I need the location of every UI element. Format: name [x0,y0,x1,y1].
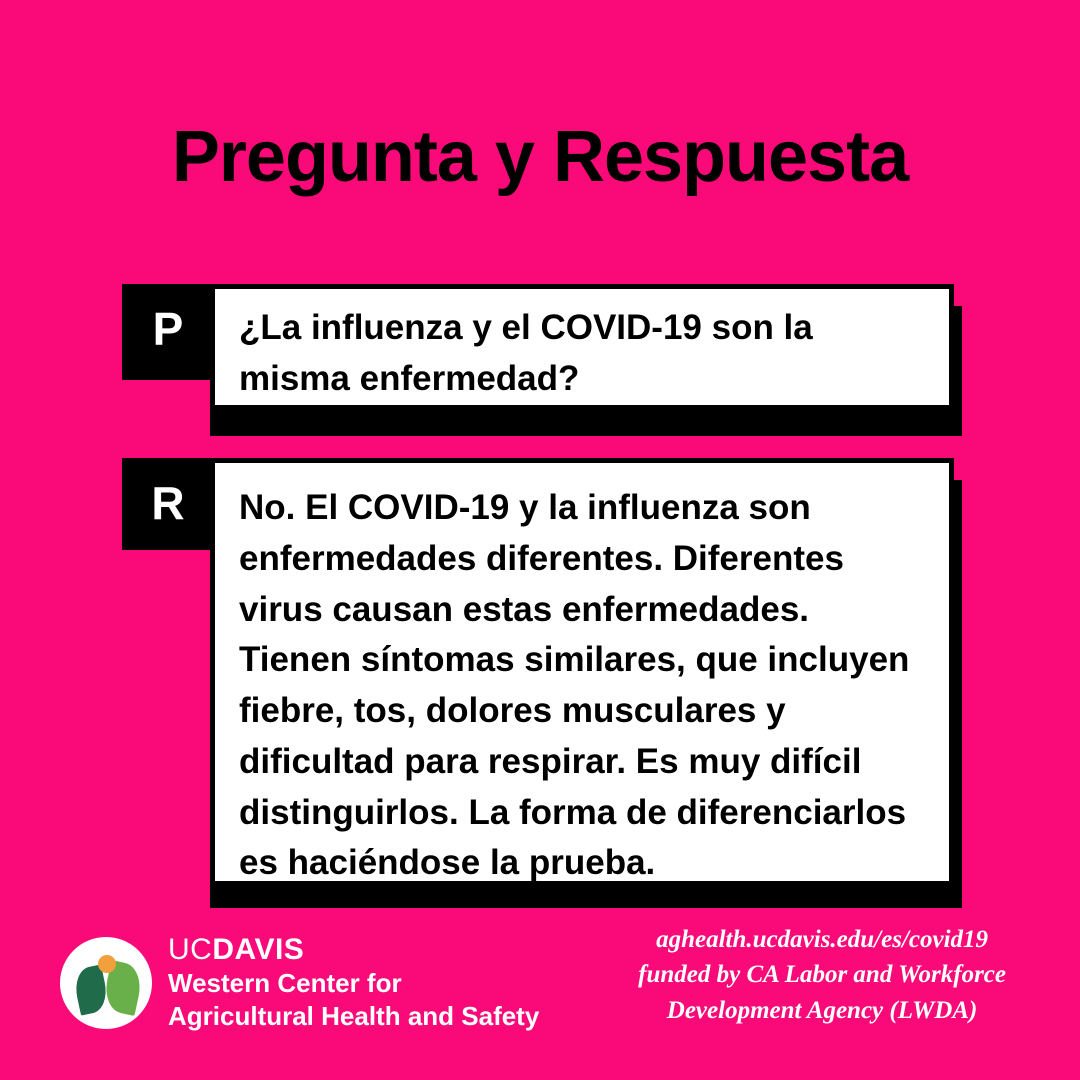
footer-credits [638,922,1006,1029]
logo-center-line-2: Agricultural Health and Safety [168,1000,540,1031]
question-text: ¿La influenza y el COVID-19 son la misma enfermedad? [239,308,813,398]
question-marker: P [122,284,214,380]
organization-logo [60,934,539,1032]
footer-funding-line-1: funded by CA Labor and Workforce [638,961,1006,988]
question-card [210,284,954,410]
question-block [122,284,962,424]
logo-davis-text: DAVIS [212,933,305,967]
person-head-dot-shape [98,955,116,973]
answer-marker: R [122,458,214,550]
footer-url[interactable]: aghealth.ucdavis.edu/es/covid19 [656,925,989,953]
logo-center-line-1: Western Center for [168,967,402,998]
footer-funding-line-2: Development Agency (LWDA) [666,996,978,1024]
answer-card [210,458,954,886]
logo-uc-davis-line [168,934,539,966]
logo-wordmark [168,934,539,1032]
page-title: Pregunta y Respuesta [171,117,909,197]
answer-text: No. El COVID-19 y la influenza son enfermedades diferentes. Diferentes virus causan estas enfermedades. Tienen síntomas similares, que incluyen fiebre, tos, dolores musculares y dificultad para respirar. Es muy difícil distinguirlos. La forma de diferenciarlos es haciéndose la prueba. [239,488,910,883]
answer-block [122,458,962,898]
uc-davis-leaf-logo-icon [60,937,152,1029]
logo-uc-text: UC [168,933,213,967]
